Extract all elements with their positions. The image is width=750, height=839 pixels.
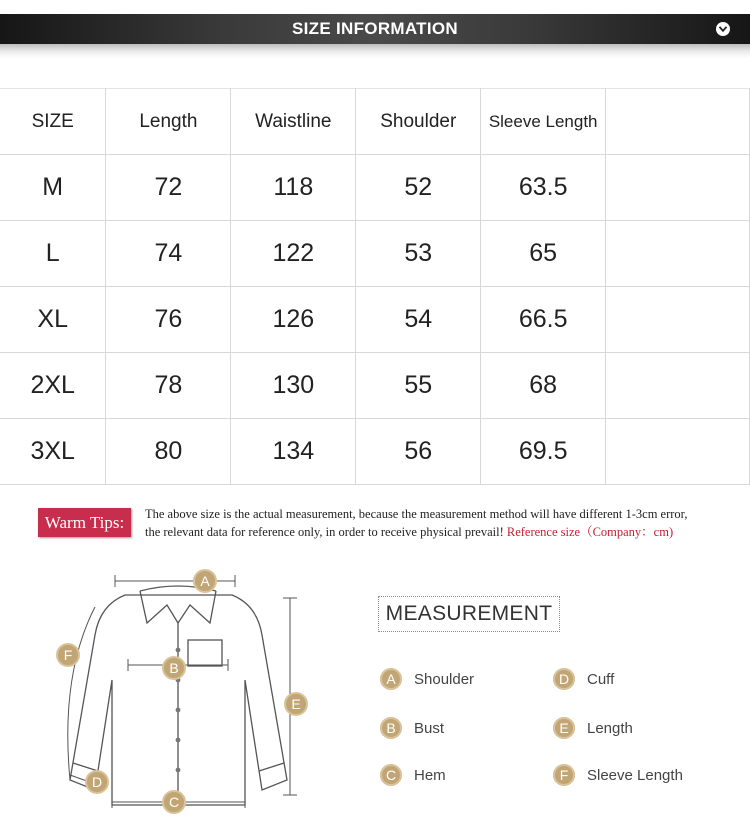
legend-item-hem [380,763,446,787]
warm-tips-line1: The above size is the actual measurement, because the measurement method will have different 1-3cm error, [145,507,688,521]
column-header: Sleeve Length [481,89,606,155]
table-cell: 52 [356,155,481,221]
svg-text:A: A [200,573,210,589]
table-cell: 134 [231,419,356,485]
table-cell: 53 [356,221,481,287]
table-cell: 2XL [0,353,106,419]
marker-c [163,791,185,813]
table-cell: 118 [231,155,356,221]
table-cell: 78 [106,353,231,419]
table-row [0,287,750,353]
reference-size-note: Reference size（Company：cm) [506,525,674,539]
svg-text:B: B [169,660,179,676]
table-cell [606,155,750,221]
legend-item-shoulder [380,667,474,691]
legend-badge: B [380,717,402,739]
table-cell [606,353,750,419]
table-cell: 63.5 [481,155,606,221]
legend-badge: A [380,668,402,690]
column-header: Waistline [231,89,356,155]
warm-tips-line2: the relevant data for reference only, in order to receive physical prevail! [145,525,504,539]
legend-badge: D [553,668,575,690]
legend-label: Sleeve Length [587,766,683,784]
column-header: Length [106,89,231,155]
table-cell: XL [0,287,106,353]
legend-label: Cuff [587,670,615,688]
marker-d [86,771,108,793]
svg-text:F: F [63,647,73,663]
table-cell: 56 [356,419,481,485]
legend-label: Hem [414,766,446,784]
table-cell: 3XL [0,419,106,485]
size-table [0,88,750,485]
table-cell: 76 [106,287,231,353]
column-header: SIZE [0,89,106,155]
legend-item-bust [380,716,444,740]
legend-label: Length [587,719,633,737]
table-cell: 74 [106,221,231,287]
table-cell: 55 [356,353,481,419]
legend-item-length [553,716,633,740]
warm-tips-text [145,505,745,541]
legend-badge: C [380,764,402,786]
warm-tips-line2-wrap [145,523,745,541]
table-cell: 130 [231,353,356,419]
column-header [606,89,750,155]
svg-text:D: D [91,774,103,790]
table-cell [606,287,750,353]
marker-b [163,657,185,679]
table-cell: 68 [481,353,606,419]
header-banner [0,14,750,44]
warm-tips-label: Warm Tips: [38,508,131,537]
shirt-diagram [40,565,330,820]
table-cell [606,419,750,485]
table-cell: 80 [106,419,231,485]
table-cell: M [0,155,106,221]
column-header: Shoulder [356,89,481,155]
measurement-title: MEASUREMENT [378,596,560,632]
marker-f [57,644,79,666]
svg-text:E: E [291,696,301,712]
legend-badge: E [553,717,575,739]
table-cell: L [0,221,106,287]
table-header-row [0,89,750,155]
table-cell: 72 [106,155,231,221]
table-row [0,221,750,287]
banner-shadow [0,44,750,58]
table-cell: 126 [231,287,356,353]
table-cell: 65 [481,221,606,287]
chevron-down-icon[interactable] [716,22,730,36]
table-row [0,155,750,221]
svg-text:C: C [168,794,180,810]
marker-a [194,570,216,592]
page-title: SIZE INFORMATION [292,19,458,38]
legend-label: Shoulder [414,670,475,688]
marker-e [285,693,307,715]
table-row [0,419,750,485]
table-cell: 66.5 [481,287,606,353]
legend-item-sleeve-length [553,763,683,787]
table-cell: 69.5 [481,419,606,485]
table-row [0,353,750,419]
legend-label: Bust [414,719,445,737]
legend-badge: F [553,764,575,786]
table-cell [606,221,750,287]
legend-item-cuff [553,667,614,691]
table-cell: 122 [231,221,356,287]
table-cell: 54 [356,287,481,353]
